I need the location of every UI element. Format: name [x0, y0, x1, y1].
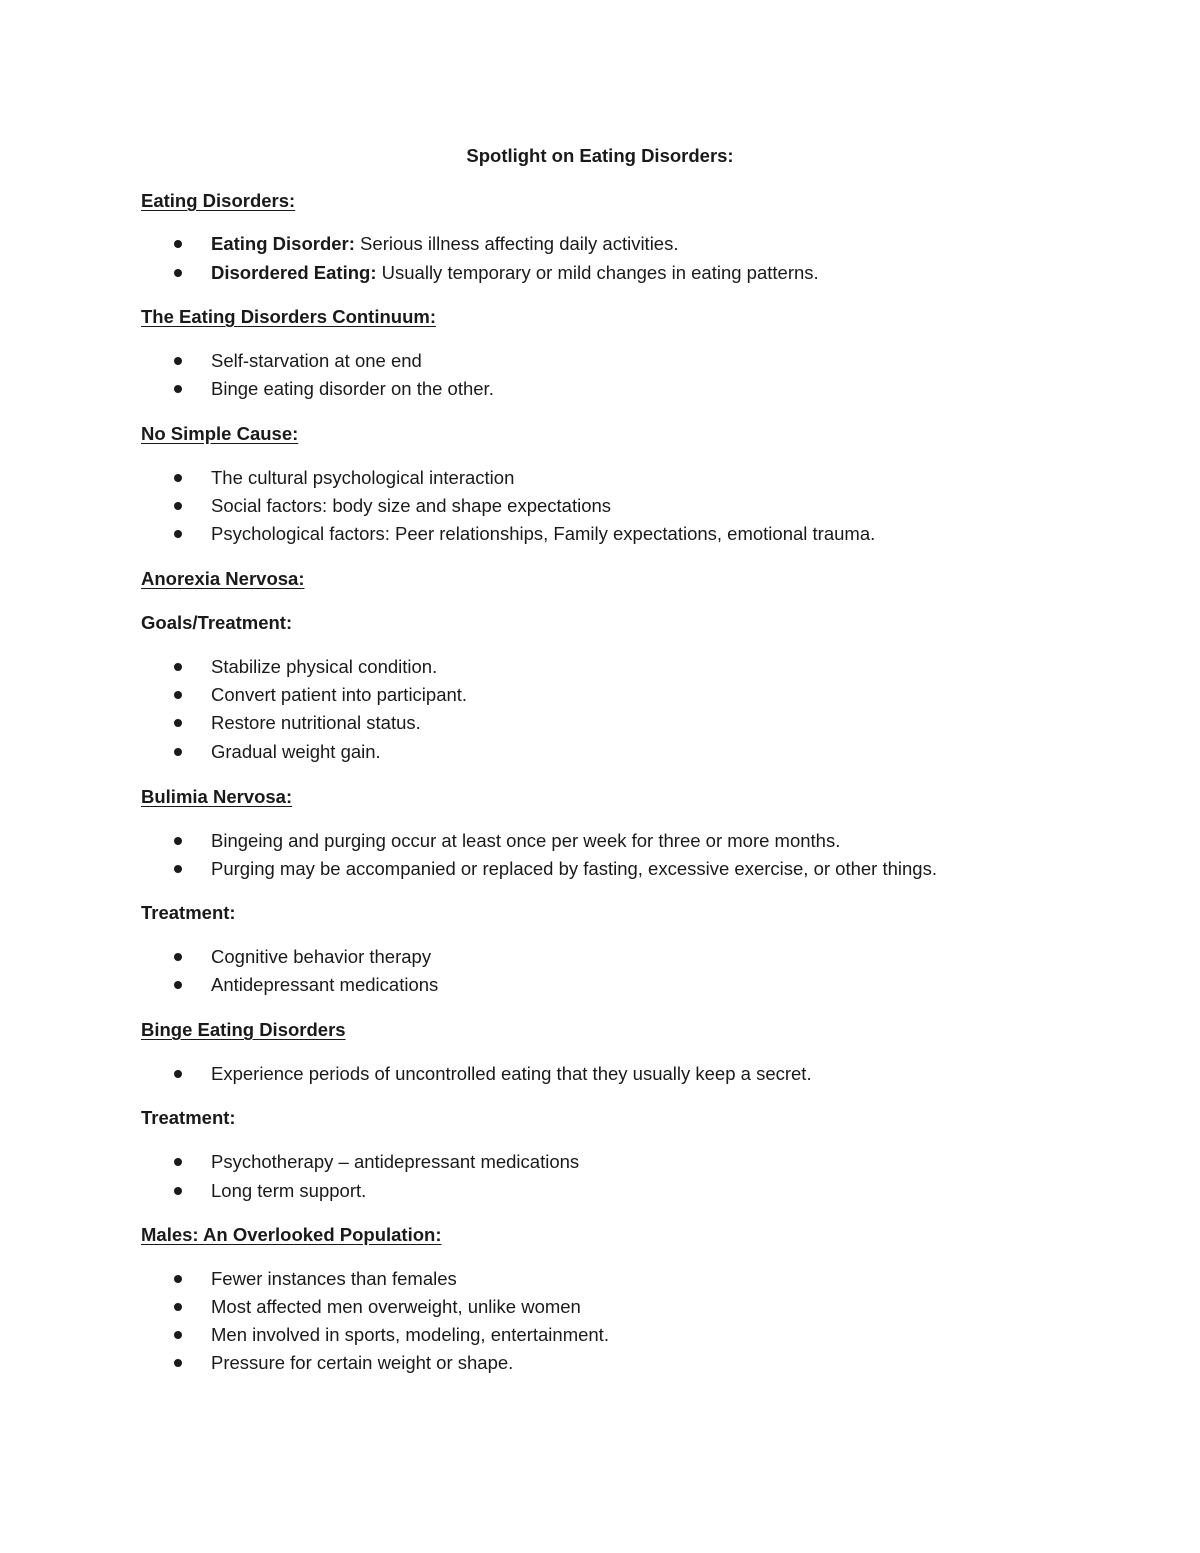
bullet-icon [174, 691, 182, 699]
bullet-icon [174, 748, 182, 756]
list-item [211, 682, 467, 708]
list-item-text: The cultural psychological interaction [211, 467, 515, 488]
list-item-text: Most affected men overweight, unlike women [211, 1296, 581, 1317]
bullet-icon [174, 837, 182, 845]
section-heading-continuum: The Eating Disorders Continuum: [141, 306, 436, 327]
section-heading-binge-eating: Binge Eating Disorders [141, 1019, 346, 1040]
list-item [211, 739, 381, 765]
bullet-icon [174, 719, 182, 727]
list-item [211, 1149, 579, 1175]
bullet-icon [174, 1275, 182, 1283]
list-item [211, 972, 438, 998]
list-item-term: Eating Disorder: [211, 233, 355, 254]
list-item-text: Fewer instances than females [211, 1268, 457, 1289]
list-item-text: Experience periods of uncontrolled eating that they usually keep a secret. [211, 1063, 812, 1084]
list-item-text: Social factors: body size and shape expectations [211, 495, 612, 516]
list-item [211, 521, 875, 547]
list-item-text: Psychotherapy – antidepressant medications [211, 1151, 580, 1172]
section-heading-males: Males: An Overlooked Population: [141, 1224, 442, 1245]
list-item [211, 348, 422, 374]
list-item-text: Restore nutritional status. [211, 712, 421, 733]
subheading-treatment: Treatment: [141, 1107, 236, 1128]
list-item [211, 944, 431, 970]
list-item-text: Self-starvation at one end [211, 350, 422, 371]
list-item-text: Men involved in sports, modeling, entertainment. [211, 1324, 609, 1345]
bullet-icon [174, 269, 182, 277]
list-item [211, 1061, 812, 1087]
bullet-icon [174, 953, 182, 961]
bullet-icon [174, 663, 182, 671]
list-item [211, 493, 611, 519]
list-item-text: Binge eating disorder on the other. [211, 378, 494, 399]
document-title: Spotlight on Eating Disorders: [466, 145, 734, 166]
list-item-text: Usually temporary or mild changes in eating patterns. [376, 262, 819, 283]
list-item-text: Purging may be accompanied or replaced by fasting, excessive exercise, or other things. [211, 858, 937, 879]
section-heading-no-simple-cause: No Simple Cause: [141, 423, 299, 444]
list-item-text: Bingeing and purging occur at least once per week for three or more months. [211, 830, 841, 851]
list-item-text: Long term support. [211, 1180, 367, 1201]
list-item [211, 1322, 609, 1348]
bullet-icon [174, 1359, 182, 1367]
list-item [211, 1266, 457, 1292]
section-heading-anorexia: Anorexia Nervosa: [141, 568, 305, 589]
bullet-icon [174, 240, 182, 248]
bullet-icon [174, 530, 182, 538]
list-item-text: Pressure for certain weight or shape. [211, 1352, 514, 1373]
list-item [211, 231, 678, 257]
list-item-text: Cognitive behavior therapy [211, 946, 432, 967]
list-item [211, 260, 819, 286]
list-item [211, 654, 437, 680]
bullet-icon [174, 474, 182, 482]
bullet-icon [174, 385, 182, 393]
subheading-treatment: Treatment: [141, 902, 236, 923]
bullet-icon [174, 1187, 182, 1195]
bullet-icon [174, 1158, 182, 1166]
section-heading-eating-disorders: Eating Disorders: [141, 190, 296, 211]
bullet-icon [174, 1303, 182, 1311]
subheading-goals-treatment: Goals/Treatment: [141, 612, 293, 633]
list-item [211, 1294, 581, 1320]
list-item [211, 828, 840, 854]
list-item-text: Convert patient into participant. [211, 684, 468, 705]
list-item [211, 465, 514, 491]
list-item-text: Gradual weight gain. [211, 741, 381, 762]
list-item-text: Serious illness affecting daily activities. [354, 233, 679, 254]
bullet-icon [174, 865, 182, 873]
bullet-icon [174, 1331, 182, 1339]
bullet-icon [174, 981, 182, 989]
list-item-text: Antidepressant medications [211, 974, 439, 995]
list-item [211, 1350, 513, 1376]
bullet-icon [174, 1070, 182, 1078]
list-item [211, 710, 421, 736]
list-item-text: Psychological factors: Peer relationships, Family expectations, emotional trauma. [211, 523, 876, 544]
section-heading-bulimia: Bulimia Nervosa: [141, 786, 293, 807]
list-item [211, 376, 494, 402]
list-item-text: Stabilize physical condition. [211, 656, 438, 677]
bullet-icon [174, 502, 182, 510]
list-item [211, 856, 937, 882]
list-item-term: Disordered Eating: [211, 262, 377, 283]
list-item [211, 1178, 366, 1204]
bullet-icon [174, 357, 182, 365]
